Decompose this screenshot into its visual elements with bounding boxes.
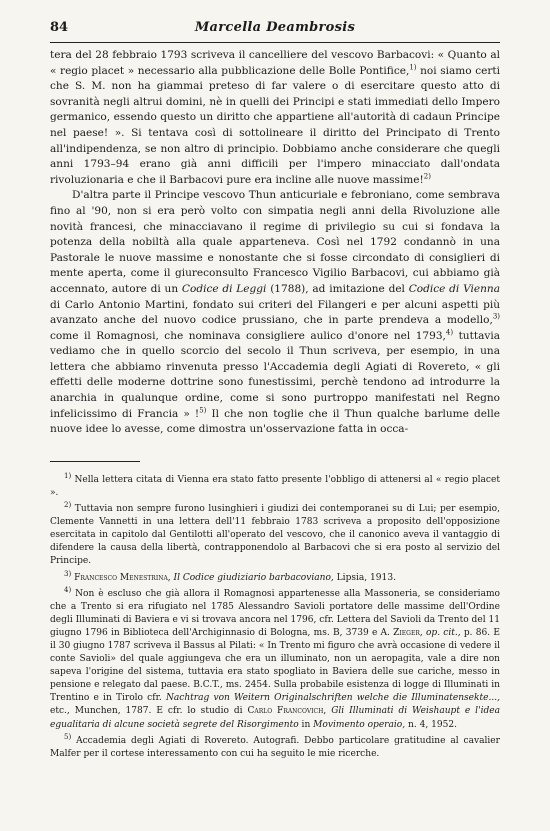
footnote-ref-2[interactable]: 2)	[423, 172, 431, 181]
footnote-3: $^{3)}$ Francesco Menestrina, Il Codice giudiziario barbacoviano, Lipsia, 1913.	[64, 569, 396, 583]
body-text	[50, 48, 500, 438]
footnote-2: $^{2)}$ Tuttavia non sempre furono lusinghieri i giudizi dei contemporanei su di Lui; per esempio, Clemente Vannetti in una lettera dell'11 febbraio 1783 scriveva a proposito dell'opposizione esercitata in capitolo dal Gentilotti all'operato del vescovo, che il canonico aveva il vantaggio di difendere la causa della libertà, contrapponendolo al Barbacovi che si era posto al servizio del Principe.	[50, 501, 500, 567]
header-rule	[50, 42, 500, 43]
footnotes	[50, 471, 500, 761]
footnote-rule	[50, 461, 140, 462]
paragraph-1: tera del 28 febbraio 1793 scriveva il cancelliere del vescovo Barbacovi: « Quanto al « regio placet » necessario alla pubblicazione delle Bolle Pontifice,$^{1)}$ noi siamo certi che S. M. non ha giammai preteso di far valere o di esercitare questo atto di sovranità negli altrui domini, nè in quelli dei Principi e stati immediati dello Impero germanico, essendo questo un diritto che appartiene all'autorità di cadaun Principe nel paese! ». Si tentava così di sottolineare il diritto del Principato di Trento all'indipendenza, se non altro di principio. Dobbiamo anche considerare che quegli anni 1793–94 erano già anni difficili per l'impero minacciato dall'ondata rivoluzionaria e che il Barbacovi pure era incline alle nuove massime!$^{2)}$	[50, 49, 500, 186]
footnote-4: $^{4)}$ Non è escluso che già allora il Romagnosi appartenesse alla Massoneria, se consideriamo che a Trento si era rifugiato nel 1785 Alessandro Savioli portatore delle massime dell'Ordine degli Illuminati di Baviera e vi si trovava ancora nel 1796, cfr. Lettera del Savioli da Trento del 11 giugno 1796 in Biblioteca dell'Archiginnasio di Bologna, ms. B, 3739 e A. Zieger, op. cit., p. 86. E il 30 giugno 1787 scriveva il Bassus al Pilati: « In Trento mi figuro che avrà occasione di vedere il conte Savioli» del quale aggiungeva che era un illuminato, non un aeropagita, vale a dire non sapeva l'origine del sistema, tuttavia era stato spogliato in Baviera delle sue cariche, messo in pensione e relegato dal paese. B.C.T., ms. 2454. Sulla probabile esistenza di logge di Illuminati in Trentino e in Tirolo cfr. Nachtrag von Weitern Originalschriften welche die Illuminatensekte..., etc., Munchen, 1787. E cfr. lo studio di Carlo Francovich, Gli Illuminati di Weishaupt e l'idea egualitaria di alcune società segrete del Risorgimento in Movimento operaio, n. 4, 1952.	[50, 585, 500, 730]
footnote-ref-5[interactable]: 5)	[199, 406, 207, 415]
footnote-ref-4[interactable]: 4)	[445, 328, 454, 337]
footnote-ref-1[interactable]: 1)	[409, 63, 417, 72]
footnote-1: $^{1)}$ Nella lettera citata di Vienna era stato fatto presente l'obbligo di attenersi al « regio placet ».	[50, 471, 500, 498]
page-header	[50, 20, 500, 38]
footnote-5: $^{5)}$ Accademia degli Agiati di Rovereto. Autografi. Debbo particolare gratitudine al cavalier Malfer per il cortese interessamento con cui ha seguito le mie ricerche.	[50, 732, 500, 759]
running-head: Marcella Deambrosis	[194, 20, 356, 35]
paragraph-2: D'altra parte il Principe vescovo Thun anticuriale e febroniano, come sembrava fino al '90, non si era però volto con simpatia negli anni della Rivoluzione alle novità francesi, che minacciavano il regime di privilegio su cui si fondava la potenza della nobiltà alla quale apparteneva. Così nel 1792 condannò in una Pastorale le nuove massime e nonostante che si fosse circondato di consiglieri di mente aperta, come il giureconsulto Francesco Vigilio Barbacovi, cui abbiamo già accennato, autore di un Codice di Leggi (1788), ad imitazione del Codice di Vienna di Carlo Antonio Martini, fondato sui criteri del Filangeri e per alcuni aspetti più avanzato anche del nuovo codice prussiano, che in parte prendeva a modello,$^{3)}$ come il Romagnosi, che nominava consigliere aulico d'onore nel 1793,$^{4)}$ tuttavia vediamo che in quello scorcio del secolo il Thun scriveva, per esempio, in una lettera che abbiamo rinvenuta presso l'Accademia degli Agiati di Rovereto, « gli effetti delle moderne dottrine sono funestissimi, perchè tendono ad introdurre la anarchia in qualunque ordine, come si sono purtroppo manifestati nel Regno infelicissimo di Francia » !$^{5)}$ Il che non toglie che il Thun qualche barlume delle nuove idee lo avesse, come dimostra un'osservazione fatta in occa-	[50, 189, 501, 436]
page-number: 84	[50, 20, 69, 35]
footnote-ref-3[interactable]: 3)	[492, 312, 500, 321]
